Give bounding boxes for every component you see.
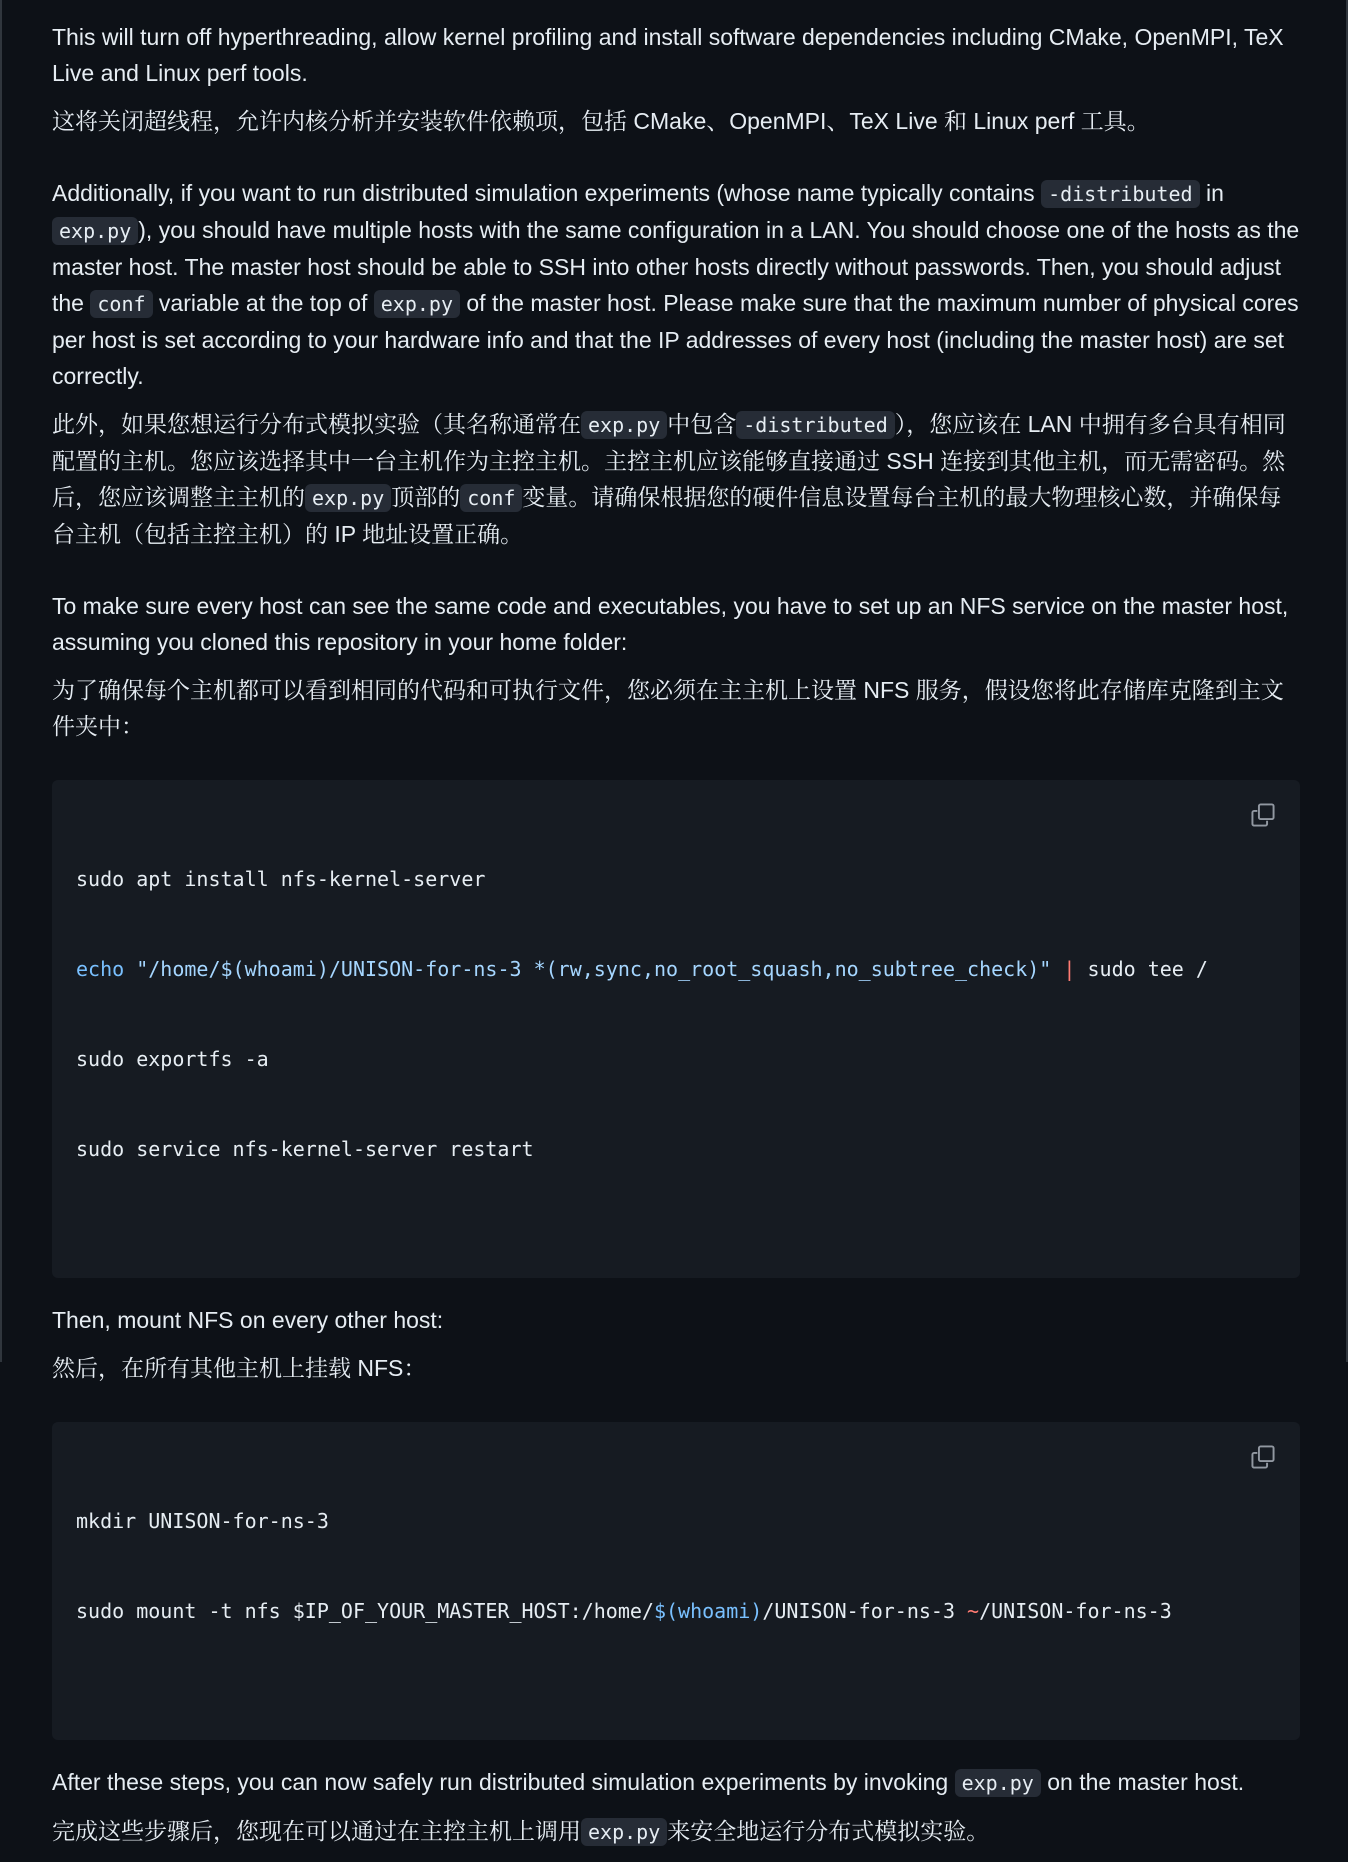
readme-content xyxy=(52,19,1300,1862)
text-segment: After these steps, you can now safely run distributed simulation experiments by invoking xyxy=(52,1769,955,1795)
text-segment: 顶部的 xyxy=(391,484,461,510)
inline-code: -distributed xyxy=(1041,180,1200,208)
code-token-builtin: echo xyxy=(76,957,125,981)
inline-code: exp.py xyxy=(955,1769,1041,1797)
paragraph-distributed-en xyxy=(52,175,1300,394)
code-line xyxy=(76,954,1246,984)
paragraph-final-en xyxy=(52,1764,1300,1801)
text-segment: Additionally, if you want to run distributed simulation experiments (whose name typically contains xyxy=(52,180,1042,206)
paragraph-distributed-zh xyxy=(52,406,1300,552)
text-segment: on the master host. xyxy=(1040,1769,1245,1795)
code-line: sudo apt install nfs-kernel-server xyxy=(76,867,486,891)
code-token: /UNISON-for-ns-3 xyxy=(762,1599,968,1623)
inline-code: exp.py xyxy=(305,484,391,512)
text-segment: 完成这些步骤后，您现在可以通过在主控主机上调用 xyxy=(52,1818,581,1844)
text-segment: ), you should have multiple hosts with the same configuration in a LAN. You should choose one of the hosts as the master host. The master host should be able to SSH into other hosts directly without passwords. Then, you should adjust the xyxy=(52,217,1300,316)
copy-icon xyxy=(1250,802,1276,828)
text-segment: 变量。请确保根据您的硬件信息设置每台主机的最大物理核心数，并确保每台主机（包括主控主机）的 IP 地址设置正确。 xyxy=(52,484,1282,547)
code-line: sudo service nfs-kernel-server restart xyxy=(76,1137,534,1161)
inline-code: exp.py xyxy=(52,217,138,245)
code-block-nfs-server[interactable] xyxy=(52,780,1300,1278)
inline-code: exp.py xyxy=(581,411,667,439)
text-segment: 中包含 xyxy=(667,411,737,437)
inline-code: exp.py xyxy=(374,290,460,318)
inline-code: conf xyxy=(90,290,152,318)
paragraph-mount-zh: 然后，在所有其他主机上挂载 NFS： xyxy=(52,1355,427,1381)
text-segment: ），您应该在 LAN 中拥有多台具有相同配置的主机。您应该选择其中一台主机作为主控主机。主控主机应该能够直接通过 SSH 连接到其他主机，而无需密码。然后，您应该调整主主机的 xyxy=(52,411,1286,510)
code-token: sudo mount -t nfs $IP_OF_YOUR_MASTER_HOST:/home/ xyxy=(76,1599,654,1623)
paragraph-nfs-zh: 为了确保每个主机都可以看到相同的代码和可执行文件，您必须在主主机上设置 NFS 服务，假设您将此存储库克隆到主文件夹中： xyxy=(52,677,1284,739)
code-token: /UNISON-for-ns-3 xyxy=(979,1599,1172,1623)
code-token: sudo tee / xyxy=(1087,957,1208,981)
inline-code: -distributed xyxy=(736,411,895,439)
code-token-operator: ~ xyxy=(967,1599,980,1623)
copy-button[interactable] xyxy=(1248,1442,1278,1472)
inline-code: conf xyxy=(460,484,522,512)
inline-code: exp.py xyxy=(581,1818,667,1846)
copy-button[interactable] xyxy=(1248,800,1278,830)
paragraph-mount-en: Then, mount NFS on every other host: xyxy=(52,1307,444,1333)
text-segment: 来安全地运行分布式模拟实验。 xyxy=(667,1818,990,1844)
copy-icon xyxy=(1250,1444,1276,1470)
code-token-string: "/home/$(whoami)/UNISON-for-ns-3 *(rw,sync,no_root_squash,no_subtree_check)" xyxy=(136,957,1052,981)
paragraph-nfs-en: To make sure every host can see the same code and executables, you have to set up an NFS service on the master host, assuming you cloned this repository in your home folder: xyxy=(52,593,1289,655)
text-segment: of the master host. Please make sure that the maximum number of physical cores per host is set according to your hardware info and that the IP addresses of every host (including the master host) are set correctly. xyxy=(52,290,1299,389)
paragraph-hyperthreading-en: This will turn off hyperthreading, allow kernel profiling and install software dependencies including CMake, OpenMPI, TeX Live and Linux perf tools. xyxy=(52,24,1284,86)
code-token-operator: | xyxy=(1063,957,1076,981)
code-token-builtin: $(whoami) xyxy=(653,1599,763,1623)
text-segment: in xyxy=(1199,180,1224,206)
code-line: mkdir UNISON-for-ns-3 xyxy=(76,1509,329,1533)
text-segment: variable at the top of xyxy=(152,290,374,316)
code-block-nfs-mount[interactable] xyxy=(52,1422,1300,1740)
code-line xyxy=(76,1596,1246,1626)
code-line: sudo exportfs -a xyxy=(76,1047,269,1071)
paragraph-hyperthreading-zh: 这将关闭超线程，允许内核分析并安装软件依赖项，包括 CMake、OpenMPI、TeX Live 和 Linux perf 工具。 xyxy=(52,108,1150,134)
paragraph-final-zh xyxy=(52,1813,1300,1850)
text-segment: 此外，如果您想运行分布式模拟实验（其名称通常在 xyxy=(52,411,581,437)
